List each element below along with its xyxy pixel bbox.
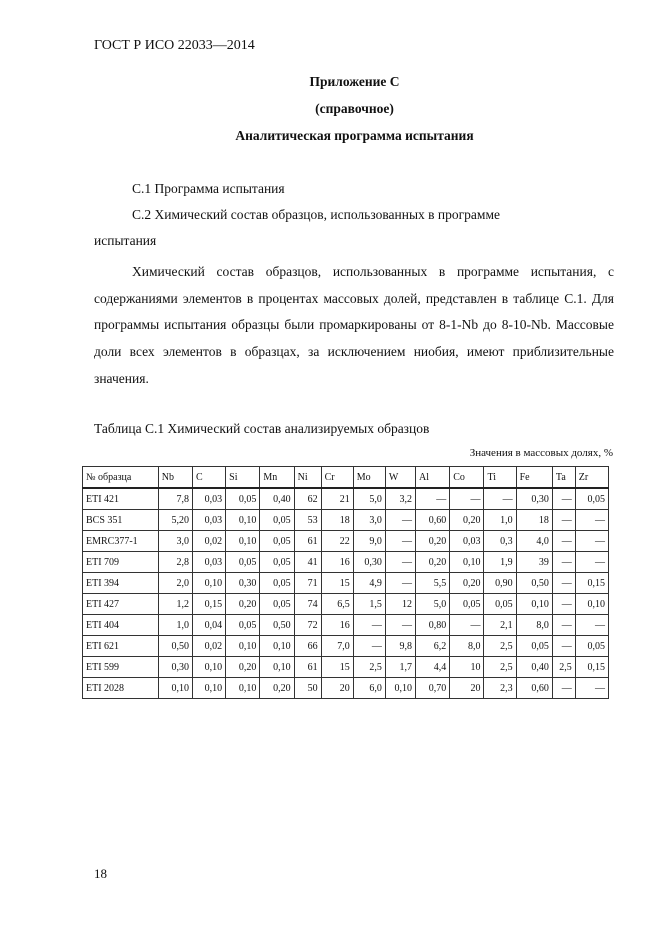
value-cell: 20	[321, 678, 353, 699]
value-cell: 0,02	[192, 531, 225, 552]
value-cell: —	[415, 488, 449, 510]
column-header: Fe	[516, 467, 552, 489]
value-cell: 1,9	[484, 552, 516, 573]
value-cell: 0,15	[192, 594, 225, 615]
value-cell: 0,10	[516, 594, 552, 615]
value-cell: 8,0	[450, 636, 484, 657]
value-cell: 10	[450, 657, 484, 678]
column-header: Mo	[353, 467, 385, 489]
column-header: Si	[226, 467, 260, 489]
value-cell: 8,0	[516, 615, 552, 636]
value-cell: 0,3	[484, 531, 516, 552]
table-row	[83, 657, 609, 678]
value-cell: —	[450, 488, 484, 510]
value-cell: —	[450, 615, 484, 636]
value-cell: 0,10	[192, 678, 225, 699]
column-header: Ti	[484, 467, 516, 489]
sample-id-cell: ETI 404	[83, 615, 159, 636]
value-cell: —	[552, 615, 575, 636]
value-cell: 0,20	[450, 510, 484, 531]
value-cell: 5,0	[415, 594, 449, 615]
document-code: ГОСТ Р ИСО 22033—2014	[94, 38, 255, 53]
value-cell: 0,20	[226, 657, 260, 678]
sample-id-cell: ETI 421	[83, 488, 159, 510]
value-cell: 6,0	[353, 678, 385, 699]
value-cell: 1,7	[385, 657, 415, 678]
value-cell: 39	[516, 552, 552, 573]
value-cell: 0,05	[226, 488, 260, 510]
value-cell: 0,10	[450, 552, 484, 573]
table-row	[83, 636, 609, 657]
value-cell: 6,2	[415, 636, 449, 657]
value-cell: —	[552, 552, 575, 573]
value-cell: 0,80	[415, 615, 449, 636]
body-paragraph: Химический состав образцов, использованных в программе испытания, с содержаниями элементов в процентах массовых долей, представлен в таблице С.1. Для программы испытания образцы были промаркированы от 8-1-Nb до 8-10-Nb. Массовые доли всех элементов в образцах, за исключением ниобия, имеют приблизительные значения.	[94, 264, 614, 386]
value-cell: 0,05	[260, 594, 294, 615]
value-cell: 61	[294, 657, 321, 678]
value-cell: 4,4	[415, 657, 449, 678]
value-cell: 0,04	[192, 615, 225, 636]
value-cell: 0,10	[226, 510, 260, 531]
table-caption: Таблица С.1 Химический состав анализируемых образцов	[94, 421, 430, 436]
value-cell: 22	[321, 531, 353, 552]
value-cell: 0,50	[260, 615, 294, 636]
value-cell: 1,5	[353, 594, 385, 615]
value-cell: 9,8	[385, 636, 415, 657]
table-row	[83, 615, 609, 636]
value-cell: 0,05	[575, 488, 608, 510]
value-cell: 0,10	[192, 573, 225, 594]
value-cell: 0,60	[516, 678, 552, 699]
sample-id-cell: BCS 351	[83, 510, 159, 531]
column-header: Ta	[552, 467, 575, 489]
value-cell: 0,50	[516, 573, 552, 594]
value-cell: —	[552, 594, 575, 615]
column-header: Mn	[260, 467, 294, 489]
value-cell: 0,05	[516, 636, 552, 657]
value-cell: 21	[321, 488, 353, 510]
value-cell: —	[552, 573, 575, 594]
value-cell: 2,1	[484, 615, 516, 636]
column-header: W	[385, 467, 415, 489]
value-cell: —	[385, 510, 415, 531]
sample-id-cell: ETI 599	[83, 657, 159, 678]
value-cell: 0,05	[575, 636, 608, 657]
value-cell: 16	[321, 552, 353, 573]
column-header: Nb	[158, 467, 192, 489]
value-cell: 72	[294, 615, 321, 636]
value-cell: 0,05	[260, 573, 294, 594]
sample-id-cell: ETI 427	[83, 594, 159, 615]
value-cell: 0,15	[575, 657, 608, 678]
value-cell: 2,3	[484, 678, 516, 699]
table-row	[83, 594, 609, 615]
value-cell: 2,5	[484, 657, 516, 678]
table-body	[83, 488, 609, 699]
value-cell: 1,2	[158, 594, 192, 615]
value-cell: 0,02	[192, 636, 225, 657]
value-cell: —	[575, 615, 608, 636]
table-row	[83, 488, 609, 510]
value-cell: 15	[321, 573, 353, 594]
value-cell: —	[385, 552, 415, 573]
value-cell: 9,0	[353, 531, 385, 552]
value-cell: 0,03	[450, 531, 484, 552]
value-cell: 0,05	[260, 531, 294, 552]
value-cell: 50	[294, 678, 321, 699]
value-cell: 0,50	[158, 636, 192, 657]
value-cell: 2,8	[158, 552, 192, 573]
column-header: Ni	[294, 467, 321, 489]
value-cell: 20	[450, 678, 484, 699]
value-cell: —	[385, 573, 415, 594]
value-cell: 66	[294, 636, 321, 657]
sample-id-cell: ETI 394	[83, 573, 159, 594]
value-cell: 0,10	[158, 678, 192, 699]
value-cell: —	[575, 552, 608, 573]
chemical-composition-table	[82, 466, 609, 699]
sample-id-cell: ETI 709	[83, 552, 159, 573]
value-cell: 0,05	[260, 552, 294, 573]
value-cell: 0,40	[260, 488, 294, 510]
section-c1-heading: С.1 Программа испытания	[132, 181, 285, 196]
value-cell: 4,0	[516, 531, 552, 552]
value-cell: 0,03	[192, 488, 225, 510]
value-cell: 0,10	[260, 657, 294, 678]
table-header-row	[83, 467, 609, 489]
value-cell: 5,5	[415, 573, 449, 594]
sample-id-cell: EMRC377-1	[83, 531, 159, 552]
section-c2-heading-line2: испытания	[94, 233, 157, 248]
value-cell: 71	[294, 573, 321, 594]
value-cell: 0,70	[415, 678, 449, 699]
value-cell: 3,0	[353, 510, 385, 531]
value-cell: 7,0	[321, 636, 353, 657]
value-cell: —	[552, 636, 575, 657]
column-header: C	[192, 467, 225, 489]
value-cell: —	[385, 615, 415, 636]
value-cell: 0,10	[260, 636, 294, 657]
value-cell: 0,30	[353, 552, 385, 573]
value-cell: 61	[294, 531, 321, 552]
value-cell: 62	[294, 488, 321, 510]
column-header: № образца	[83, 467, 159, 489]
value-cell: 0,10	[575, 594, 608, 615]
value-cell: —	[353, 636, 385, 657]
value-cell: 0,15	[575, 573, 608, 594]
value-cell: 0,20	[260, 678, 294, 699]
value-cell: —	[552, 510, 575, 531]
value-cell: —	[385, 531, 415, 552]
table-row	[83, 552, 609, 573]
value-cell: —	[575, 510, 608, 531]
column-header: Cr	[321, 467, 353, 489]
section-c2-heading-line1: С.2 Химический состав образцов, использованных в программе	[132, 207, 500, 222]
value-cell: 41	[294, 552, 321, 573]
value-cell: 53	[294, 510, 321, 531]
value-cell: 0,05	[484, 594, 516, 615]
column-header: Al	[415, 467, 449, 489]
value-cell: —	[353, 615, 385, 636]
value-cell: 12	[385, 594, 415, 615]
value-cell: 18	[321, 510, 353, 531]
annex-name: Аналитическая программа испытания	[235, 128, 474, 143]
value-cell: 2,5	[353, 657, 385, 678]
value-cell: 0,30	[226, 573, 260, 594]
value-cell: 74	[294, 594, 321, 615]
value-cell: 0,05	[226, 615, 260, 636]
value-cell: 15	[321, 657, 353, 678]
table-row	[83, 531, 609, 552]
value-cell: 2,0	[158, 573, 192, 594]
page-number: 18	[94, 866, 107, 881]
value-cell: 0,60	[415, 510, 449, 531]
column-header: Zr	[575, 467, 608, 489]
value-cell: 0,20	[450, 573, 484, 594]
value-cell: 0,30	[516, 488, 552, 510]
annex-status: (справочное)	[315, 101, 394, 116]
value-cell: 0,30	[158, 657, 192, 678]
table-row	[83, 678, 609, 699]
value-cell: 0,20	[415, 531, 449, 552]
value-cell: 0,05	[450, 594, 484, 615]
value-cell: —	[552, 488, 575, 510]
value-cell: 3,0	[158, 531, 192, 552]
value-cell: 0,10	[226, 678, 260, 699]
value-cell: 0,03	[192, 552, 225, 573]
value-cell: 6,5	[321, 594, 353, 615]
value-cell: —	[484, 488, 516, 510]
value-cell: 0,10	[226, 531, 260, 552]
value-cell: 2,5	[552, 657, 575, 678]
value-cell: 0,10	[385, 678, 415, 699]
column-header: Co	[450, 467, 484, 489]
value-cell: 5,20	[158, 510, 192, 531]
value-cell: 3,2	[385, 488, 415, 510]
value-cell: 0,05	[226, 552, 260, 573]
value-cell: 18	[516, 510, 552, 531]
value-cell: —	[552, 678, 575, 699]
value-cell: 4,9	[353, 573, 385, 594]
sample-id-cell: ETI 2028	[83, 678, 159, 699]
table-row	[83, 573, 609, 594]
sample-id-cell: ETI 621	[83, 636, 159, 657]
value-cell: —	[575, 678, 608, 699]
value-cell: 1,0	[158, 615, 192, 636]
value-cell: 0,10	[226, 636, 260, 657]
value-cell: 0,10	[192, 657, 225, 678]
value-cell: 0,03	[192, 510, 225, 531]
value-cell: 7,8	[158, 488, 192, 510]
value-cell: —	[552, 531, 575, 552]
annex-title: Приложение С	[309, 74, 400, 89]
value-cell: 16	[321, 615, 353, 636]
value-cell: 2,5	[484, 636, 516, 657]
value-cell: 0,40	[516, 657, 552, 678]
table-units-note: Значения в массовых долях, %	[469, 447, 613, 459]
table-row	[83, 510, 609, 531]
value-cell: 0,90	[484, 573, 516, 594]
value-cell: 0,20	[226, 594, 260, 615]
value-cell: 0,05	[260, 510, 294, 531]
value-cell: 5,0	[353, 488, 385, 510]
value-cell: 1,0	[484, 510, 516, 531]
value-cell: —	[575, 531, 608, 552]
value-cell: 0,20	[415, 552, 449, 573]
